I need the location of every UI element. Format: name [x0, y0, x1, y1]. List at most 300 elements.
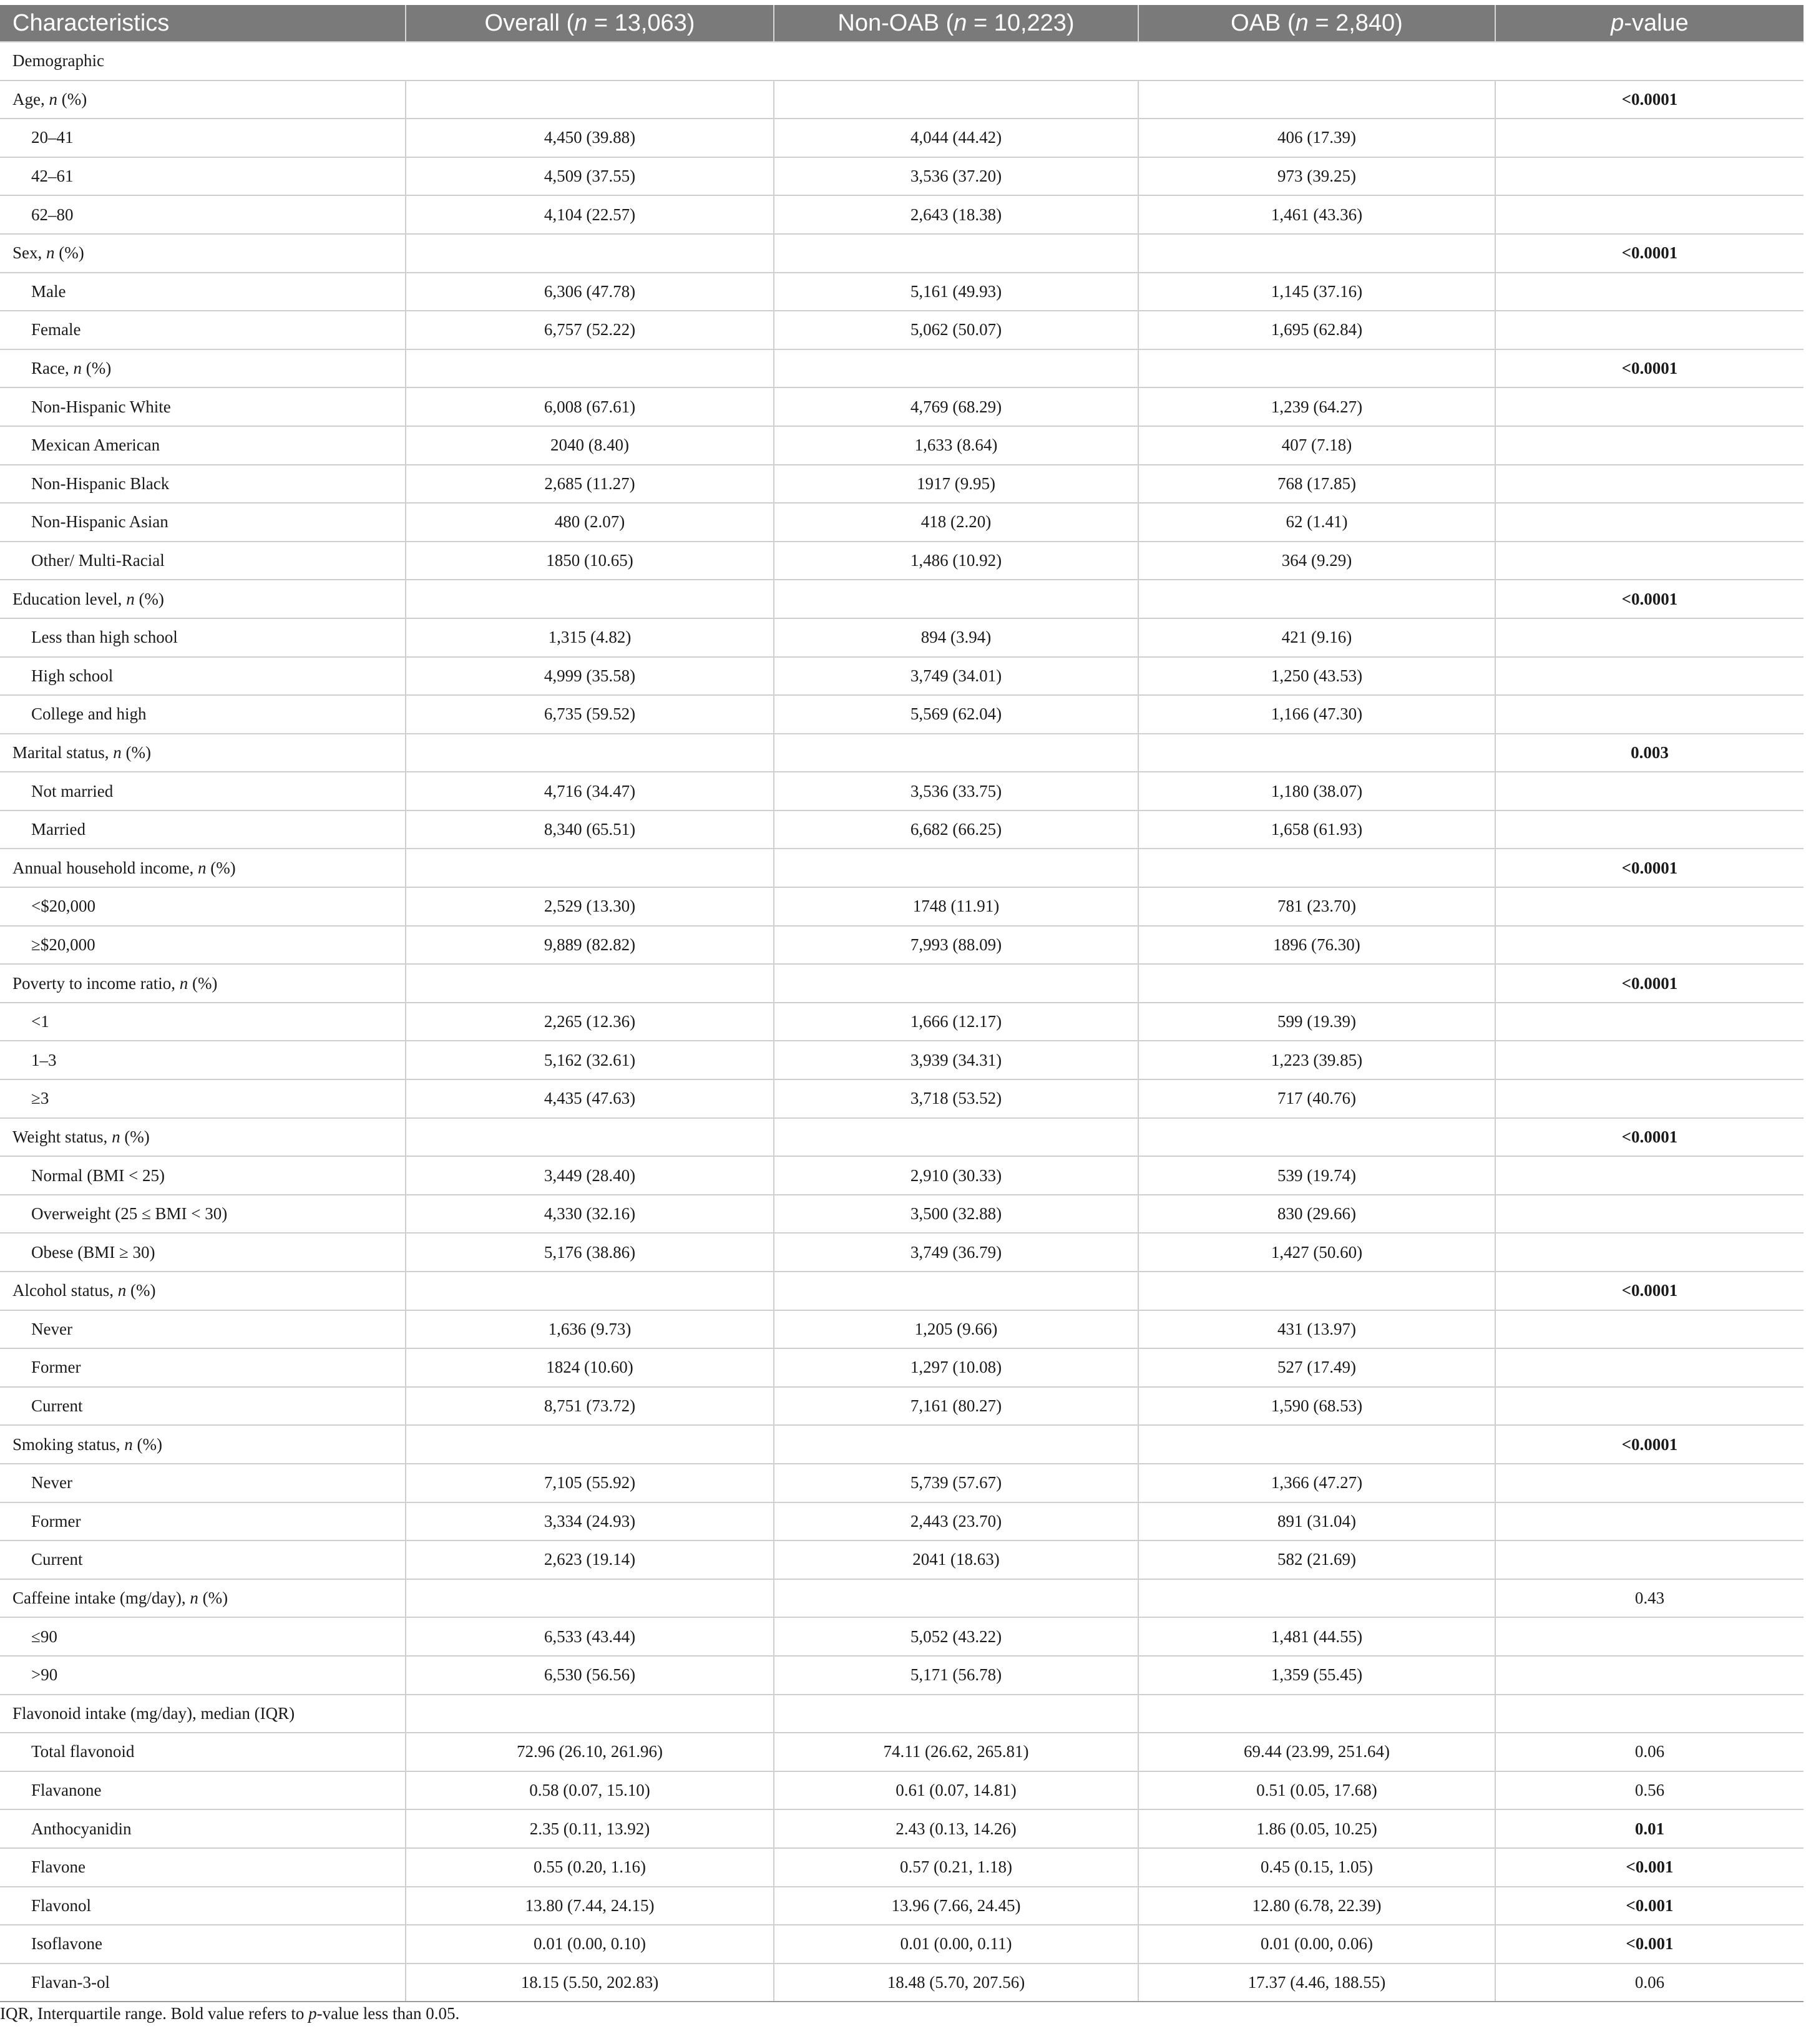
cell-oab: 527 (17.49): [1138, 1348, 1495, 1387]
table-row: [0, 772, 1804, 810]
row-label: Demographic: [0, 42, 1804, 80]
table-row: [0, 542, 1804, 580]
cell-oab: 421 (9.16): [1138, 618, 1495, 657]
table-row: [0, 580, 1804, 618]
table-row: [0, 1695, 1804, 1733]
cell-oab: 1,658 (61.93): [1138, 810, 1495, 849]
cell-oab: 973 (39.25): [1138, 157, 1495, 196]
cell-overall: [406, 1272, 774, 1310]
row-label: Former: [0, 1502, 406, 1541]
cell-overall: 480 (2.07): [406, 503, 774, 542]
table-row: [0, 1617, 1804, 1656]
row-label: Flavan-3-ol: [0, 1964, 406, 2002]
cell-overall: 2,529 (13.30): [406, 887, 774, 926]
cell-oab: 1,695 (62.84): [1138, 311, 1495, 349]
cell-non-oab: 5,739 (57.67): [774, 1464, 1138, 1502]
table-row: [0, 1425, 1804, 1464]
cell-non-oab: 6,682 (66.25): [774, 810, 1138, 849]
cell-p-value: [1495, 926, 1804, 965]
table-row: [0, 1502, 1804, 1541]
cell-overall: [406, 734, 774, 772]
row-label: Never: [0, 1464, 406, 1502]
table-row: [0, 964, 1804, 1003]
cell-oab: 1,145 (37.16): [1138, 273, 1495, 311]
cell-p-value: [1495, 195, 1804, 234]
cell-overall: 1,636 (9.73): [406, 1310, 774, 1349]
cell-non-oab: 2,443 (23.70): [774, 1502, 1138, 1541]
cell-oab: 1,359 (55.45): [1138, 1656, 1495, 1695]
cell-p-value: [1495, 1464, 1804, 1502]
table-row: [0, 1656, 1804, 1695]
cell-non-oab: 5,569 (62.04): [774, 695, 1138, 734]
row-label: Flavonoid intake (mg/day), median (IQR): [0, 1695, 406, 1733]
cell-oab: 0.51 (0.05, 17.68): [1138, 1771, 1495, 1810]
cell-p-value: <0.001: [1495, 1887, 1804, 1925]
cell-overall: 3,334 (24.93): [406, 1502, 774, 1541]
row-label: Caffeine intake (mg/day), n (%): [0, 1579, 406, 1618]
row-label: Less than high school: [0, 618, 406, 657]
table-row: [0, 1848, 1804, 1887]
table-row: [0, 1348, 1804, 1387]
table-row: [0, 734, 1804, 772]
cell-oab: 891 (31.04): [1138, 1502, 1495, 1541]
cell-p-value: [1495, 542, 1804, 580]
cell-p-value: [1495, 465, 1804, 504]
table-row: [0, 1887, 1804, 1925]
cell-overall: 0.01 (0.00, 0.10): [406, 1925, 774, 1964]
row-label: Flavonol: [0, 1887, 406, 1925]
cell-oab: [1138, 964, 1495, 1003]
row-label: College and high: [0, 695, 406, 734]
cell-non-oab: 3,536 (33.75): [774, 772, 1138, 810]
row-label: Race, n (%): [0, 349, 406, 388]
table-row: [0, 195, 1804, 234]
cell-oab: [1138, 80, 1495, 119]
cell-non-oab: [774, 1272, 1138, 1310]
cell-oab: 1,366 (47.27): [1138, 1464, 1495, 1502]
cell-non-oab: 2,643 (18.38): [774, 195, 1138, 234]
row-label: Alcohol status, n (%): [0, 1272, 406, 1310]
cell-non-oab: 1,205 (9.66): [774, 1310, 1138, 1349]
cell-oab: [1138, 1118, 1495, 1157]
cell-overall: 2040 (8.40): [406, 426, 774, 465]
row-label: Weight status, n (%): [0, 1118, 406, 1157]
cell-oab: 12.80 (6.78, 22.39): [1138, 1887, 1495, 1925]
table-row: [0, 273, 1804, 311]
cell-oab: 1,250 (43.53): [1138, 657, 1495, 696]
cell-overall: 8,751 (73.72): [406, 1387, 774, 1426]
cell-p-value: <0.0001: [1495, 234, 1804, 273]
cell-overall: 1850 (10.65): [406, 542, 774, 580]
cell-oab: 781 (23.70): [1138, 887, 1495, 926]
cell-non-oab: [774, 234, 1138, 273]
cell-oab: [1138, 349, 1495, 388]
col-header-non-oab: Non-OAB (n = 10,223): [774, 5, 1138, 42]
cell-non-oab: [774, 580, 1138, 618]
row-label: Overweight (25 ≤ BMI < 30): [0, 1195, 406, 1234]
table-row: [0, 1964, 1804, 2002]
cell-overall: [406, 1695, 774, 1733]
cell-oab: 1,239 (64.27): [1138, 387, 1495, 426]
table-row: [0, 426, 1804, 465]
cell-oab: 582 (21.69): [1138, 1540, 1495, 1579]
cell-oab: 431 (13.97): [1138, 1310, 1495, 1349]
cell-overall: 9,889 (82.82): [406, 926, 774, 965]
table-row: [0, 1079, 1804, 1118]
cell-non-oab: 2,910 (30.33): [774, 1156, 1138, 1195]
row-label: Non-Hispanic Asian: [0, 503, 406, 542]
cell-overall: 8,340 (65.51): [406, 810, 774, 849]
table-row: [0, 618, 1804, 657]
cell-non-oab: 1,297 (10.08): [774, 1348, 1138, 1387]
cell-oab: 1,166 (47.30): [1138, 695, 1495, 734]
cell-p-value: [1495, 1502, 1804, 1541]
cell-oab: 1,590 (68.53): [1138, 1387, 1495, 1426]
cell-non-oab: 3,718 (53.52): [774, 1079, 1138, 1118]
cell-non-oab: 2.43 (0.13, 14.26): [774, 1809, 1138, 1848]
table-row: [0, 1233, 1804, 1272]
cell-non-oab: 3,536 (37.20): [774, 157, 1138, 196]
cell-p-value: 0.43: [1495, 1579, 1804, 1618]
cell-overall: 4,435 (47.63): [406, 1079, 774, 1118]
cell-overall: 18.15 (5.50, 202.83): [406, 1964, 774, 2002]
cell-non-oab: 3,749 (34.01): [774, 657, 1138, 696]
cell-p-value: 0.56: [1495, 1771, 1804, 1810]
table-row: [0, 1156, 1804, 1195]
cell-non-oab: 418 (2.20): [774, 503, 1138, 542]
cell-oab: 1.86 (0.05, 10.25): [1138, 1809, 1495, 1848]
table-row: [0, 1809, 1804, 1848]
table-row: [0, 926, 1804, 965]
cell-p-value: [1495, 1310, 1804, 1349]
cell-p-value: <0.0001: [1495, 1118, 1804, 1157]
table-row: [0, 234, 1804, 273]
cell-oab: 717 (40.76): [1138, 1079, 1495, 1118]
cell-overall: 4,509 (37.55): [406, 157, 774, 196]
cell-oab: 539 (19.74): [1138, 1156, 1495, 1195]
table-row: [0, 1733, 1804, 1771]
cell-p-value: [1495, 1041, 1804, 1079]
cell-overall: 2,265 (12.36): [406, 1003, 774, 1041]
cell-oab: [1138, 580, 1495, 618]
cell-non-oab: 7,993 (88.09): [774, 926, 1138, 965]
cell-overall: [406, 1118, 774, 1157]
cell-non-oab: [774, 1695, 1138, 1733]
cell-p-value: <0.0001: [1495, 1425, 1804, 1464]
row-label: Current: [0, 1387, 406, 1426]
cell-oab: 1,461 (43.36): [1138, 195, 1495, 234]
row-label: Education level, n (%): [0, 580, 406, 618]
cell-oab: [1138, 1272, 1495, 1310]
cell-overall: 6,533 (43.44): [406, 1617, 774, 1656]
row-label: Total flavonoid: [0, 1733, 406, 1771]
cell-p-value: [1495, 887, 1804, 926]
cell-oab: 1,427 (50.60): [1138, 1233, 1495, 1272]
cell-p-value: <0.001: [1495, 1925, 1804, 1964]
cell-oab: 406 (17.39): [1138, 119, 1495, 157]
cell-p-value: <0.0001: [1495, 80, 1804, 119]
cell-overall: [406, 234, 774, 273]
col-header-p-value: p-value: [1495, 5, 1804, 42]
cell-overall: 0.58 (0.07, 15.10): [406, 1771, 774, 1810]
cell-non-oab: [774, 80, 1138, 119]
row-label: Marital status, n (%): [0, 734, 406, 772]
cell-p-value: [1495, 1233, 1804, 1272]
cell-non-oab: 5,052 (43.22): [774, 1617, 1138, 1656]
table-row: [0, 1579, 1804, 1618]
table-row: [0, 1195, 1804, 1234]
cell-non-oab: [774, 1579, 1138, 1618]
cell-p-value: [1495, 1387, 1804, 1426]
cell-p-value: [1495, 273, 1804, 311]
table-row: [0, 42, 1804, 80]
table-row: [0, 349, 1804, 388]
cell-oab: 599 (19.39): [1138, 1003, 1495, 1041]
cell-overall: [406, 1579, 774, 1618]
table-row: [0, 887, 1804, 926]
cell-oab: 364 (9.29): [1138, 542, 1495, 580]
cell-p-value: [1495, 810, 1804, 849]
row-label: Female: [0, 311, 406, 349]
row-label: Annual household income, n (%): [0, 849, 406, 887]
cell-p-value: <0.0001: [1495, 1272, 1804, 1310]
cell-overall: [406, 580, 774, 618]
row-label: 20–41: [0, 119, 406, 157]
cell-overall: 4,716 (34.47): [406, 772, 774, 810]
cell-overall: 2.35 (0.11, 13.92): [406, 1809, 774, 1848]
row-label: Not married: [0, 772, 406, 810]
cell-non-oab: 3,500 (32.88): [774, 1195, 1138, 1234]
table-row: [0, 387, 1804, 426]
table-row: [0, 657, 1804, 696]
table-body: [0, 42, 1804, 2002]
cell-p-value: 0.06: [1495, 1733, 1804, 1771]
cell-p-value: <0.0001: [1495, 849, 1804, 887]
cell-p-value: <0.0001: [1495, 349, 1804, 388]
col-header-overall: Overall (n = 13,063): [406, 5, 774, 42]
cell-p-value: [1495, 1695, 1804, 1733]
cell-p-value: [1495, 1079, 1804, 1118]
cell-overall: 5,162 (32.61): [406, 1041, 774, 1079]
cell-non-oab: 1,666 (12.17): [774, 1003, 1138, 1041]
table-row: [0, 1272, 1804, 1310]
cell-p-value: [1495, 119, 1804, 157]
cell-non-oab: 4,769 (68.29): [774, 387, 1138, 426]
row-label: ≥$20,000: [0, 926, 406, 965]
cell-overall: 4,104 (22.57): [406, 195, 774, 234]
cell-non-oab: 1748 (11.91): [774, 887, 1138, 926]
cell-oab: 1,223 (39.85): [1138, 1041, 1495, 1079]
cell-non-oab: 4,044 (44.42): [774, 119, 1138, 157]
cell-p-value: [1495, 618, 1804, 657]
cell-non-oab: 5,171 (56.78): [774, 1656, 1138, 1695]
cell-non-oab: 0.57 (0.21, 1.18): [774, 1848, 1138, 1887]
cell-p-value: [1495, 1195, 1804, 1234]
cell-oab: 1,180 (38.07): [1138, 772, 1495, 810]
row-label: Normal (BMI < 25): [0, 1156, 406, 1195]
table-row: [0, 503, 1804, 542]
cell-non-oab: 2041 (18.63): [774, 1540, 1138, 1579]
cell-p-value: [1495, 1348, 1804, 1387]
cell-overall: 6,530 (56.56): [406, 1656, 774, 1695]
table-row: [0, 1925, 1804, 1964]
cell-p-value: <0.0001: [1495, 580, 1804, 618]
cell-non-oab: [774, 734, 1138, 772]
row-label: <1: [0, 1003, 406, 1041]
cell-non-oab: 0.01 (0.00, 0.11): [774, 1925, 1138, 1964]
cell-overall: 3,449 (28.40): [406, 1156, 774, 1195]
cell-overall: 6,306 (47.78): [406, 273, 774, 311]
table-row: [0, 1387, 1804, 1426]
cell-oab: [1138, 1695, 1495, 1733]
cell-oab: 69.44 (23.99, 251.64): [1138, 1733, 1495, 1771]
table-row: [0, 311, 1804, 349]
cell-overall: 4,330 (32.16): [406, 1195, 774, 1234]
table-footnote: IQR, Interquartile range. Bold value refers to p-value less than 0.05.: [0, 2004, 460, 2023]
cell-overall: [406, 849, 774, 887]
cell-p-value: [1495, 1656, 1804, 1695]
row-label: Obese (BMI ≥ 30): [0, 1233, 406, 1272]
cell-overall: [406, 80, 774, 119]
row-label: Never: [0, 1310, 406, 1349]
table-row: [0, 849, 1804, 887]
cell-non-oab: [774, 349, 1138, 388]
row-label: 1–3: [0, 1041, 406, 1079]
cell-overall: 72.96 (26.10, 261.96): [406, 1733, 774, 1771]
cell-p-value: 0.06: [1495, 1964, 1804, 2002]
row-label: Isoflavone: [0, 1925, 406, 1964]
table-header: [0, 5, 1804, 42]
cell-non-oab: [774, 964, 1138, 1003]
row-label: Non-Hispanic Black: [0, 465, 406, 504]
cell-non-oab: 3,749 (36.79): [774, 1233, 1138, 1272]
cell-p-value: <0.0001: [1495, 964, 1804, 1003]
table-row: [0, 157, 1804, 196]
row-label: Smoking status, n (%): [0, 1425, 406, 1464]
row-label: Non-Hispanic White: [0, 387, 406, 426]
cell-oab: 1,481 (44.55): [1138, 1617, 1495, 1656]
header-row: [0, 5, 1804, 42]
row-label: Flavone: [0, 1848, 406, 1887]
row-label: Married: [0, 810, 406, 849]
cell-oab: 62 (1.41): [1138, 503, 1495, 542]
row-label: Current: [0, 1540, 406, 1579]
row-label: Age, n (%): [0, 80, 406, 119]
cell-overall: 13.80 (7.44, 24.15): [406, 1887, 774, 1925]
cell-overall: 4,999 (35.58): [406, 657, 774, 696]
table-row: [0, 1118, 1804, 1157]
cell-oab: 830 (29.66): [1138, 1195, 1495, 1234]
cell-oab: 17.37 (4.46, 188.55): [1138, 1964, 1495, 2002]
cell-overall: [406, 1425, 774, 1464]
cell-p-value: [1495, 1003, 1804, 1041]
cell-oab: 407 (7.18): [1138, 426, 1495, 465]
table-row: [0, 1310, 1804, 1349]
row-label: Former: [0, 1348, 406, 1387]
cell-p-value: [1495, 311, 1804, 349]
col-header-characteristics: Characteristics: [0, 5, 406, 42]
cell-non-oab: 13.96 (7.66, 24.45): [774, 1887, 1138, 1925]
cell-oab: 1896 (76.30): [1138, 926, 1495, 965]
cell-overall: 0.55 (0.20, 1.16): [406, 1848, 774, 1887]
cell-overall: 5,176 (38.86): [406, 1233, 774, 1272]
row-label: High school: [0, 657, 406, 696]
cell-oab: [1138, 1425, 1495, 1464]
cell-p-value: [1495, 157, 1804, 196]
cell-non-oab: 1,486 (10.92): [774, 542, 1138, 580]
cell-non-oab: 1917 (9.95): [774, 465, 1138, 504]
cell-overall: 1824 (10.60): [406, 1348, 774, 1387]
cell-p-value: [1495, 387, 1804, 426]
cell-p-value: [1495, 503, 1804, 542]
cell-overall: 2,685 (11.27): [406, 465, 774, 504]
table-row: [0, 1003, 1804, 1041]
table-row: [0, 1464, 1804, 1502]
row-label: 62–80: [0, 195, 406, 234]
cell-p-value: [1495, 772, 1804, 810]
table-container: [0, 5, 1804, 2002]
cell-oab: [1138, 1579, 1495, 1618]
row-label: Anthocyanidin: [0, 1809, 406, 1848]
cell-overall: 6,008 (67.61): [406, 387, 774, 426]
cell-oab: [1138, 234, 1495, 273]
col-header-oab: OAB (n = 2,840): [1138, 5, 1495, 42]
cell-p-value: 0.01: [1495, 1809, 1804, 1848]
row-label: 42–61: [0, 157, 406, 196]
cell-overall: 4,450 (39.88): [406, 119, 774, 157]
cell-non-oab: 0.61 (0.07, 14.81): [774, 1771, 1138, 1810]
cell-p-value: <0.001: [1495, 1848, 1804, 1887]
cell-overall: [406, 349, 774, 388]
cell-oab: 0.45 (0.15, 1.05): [1138, 1848, 1495, 1887]
row-label: Male: [0, 273, 406, 311]
row-label: >90: [0, 1656, 406, 1695]
table-row: [0, 80, 1804, 119]
table-row: [0, 119, 1804, 157]
cell-non-oab: 3,939 (34.31): [774, 1041, 1138, 1079]
cell-overall: 1,315 (4.82): [406, 618, 774, 657]
row-label: Flavanone: [0, 1771, 406, 1810]
cell-oab: 768 (17.85): [1138, 465, 1495, 504]
table-row: [0, 1771, 1804, 1810]
row-label: Poverty to income ratio, n (%): [0, 964, 406, 1003]
cell-oab: 0.01 (0.00, 0.06): [1138, 1925, 1495, 1964]
cell-overall: 7,105 (55.92): [406, 1464, 774, 1502]
cell-overall: 6,735 (59.52): [406, 695, 774, 734]
cell-non-oab: 5,161 (49.93): [774, 273, 1138, 311]
cell-p-value: [1495, 1540, 1804, 1579]
table-row: [0, 465, 1804, 504]
row-label: ≥3: [0, 1079, 406, 1118]
row-label: Other/ Multi-Racial: [0, 542, 406, 580]
cell-p-value: [1495, 1156, 1804, 1195]
cell-non-oab: [774, 1118, 1138, 1157]
cell-p-value: 0.003: [1495, 734, 1804, 772]
cell-non-oab: 18.48 (5.70, 207.56): [774, 1964, 1138, 2002]
row-label: <$20,000: [0, 887, 406, 926]
table-row: [0, 1540, 1804, 1579]
row-label: Mexican American: [0, 426, 406, 465]
cell-p-value: [1495, 1617, 1804, 1656]
cell-non-oab: 74.11 (26.62, 265.81): [774, 1733, 1138, 1771]
cell-oab: [1138, 849, 1495, 887]
cell-overall: [406, 964, 774, 1003]
row-label: ≤90: [0, 1617, 406, 1656]
cell-non-oab: [774, 849, 1138, 887]
cell-non-oab: 5,062 (50.07): [774, 311, 1138, 349]
table-row: [0, 810, 1804, 849]
table-row: [0, 1041, 1804, 1079]
